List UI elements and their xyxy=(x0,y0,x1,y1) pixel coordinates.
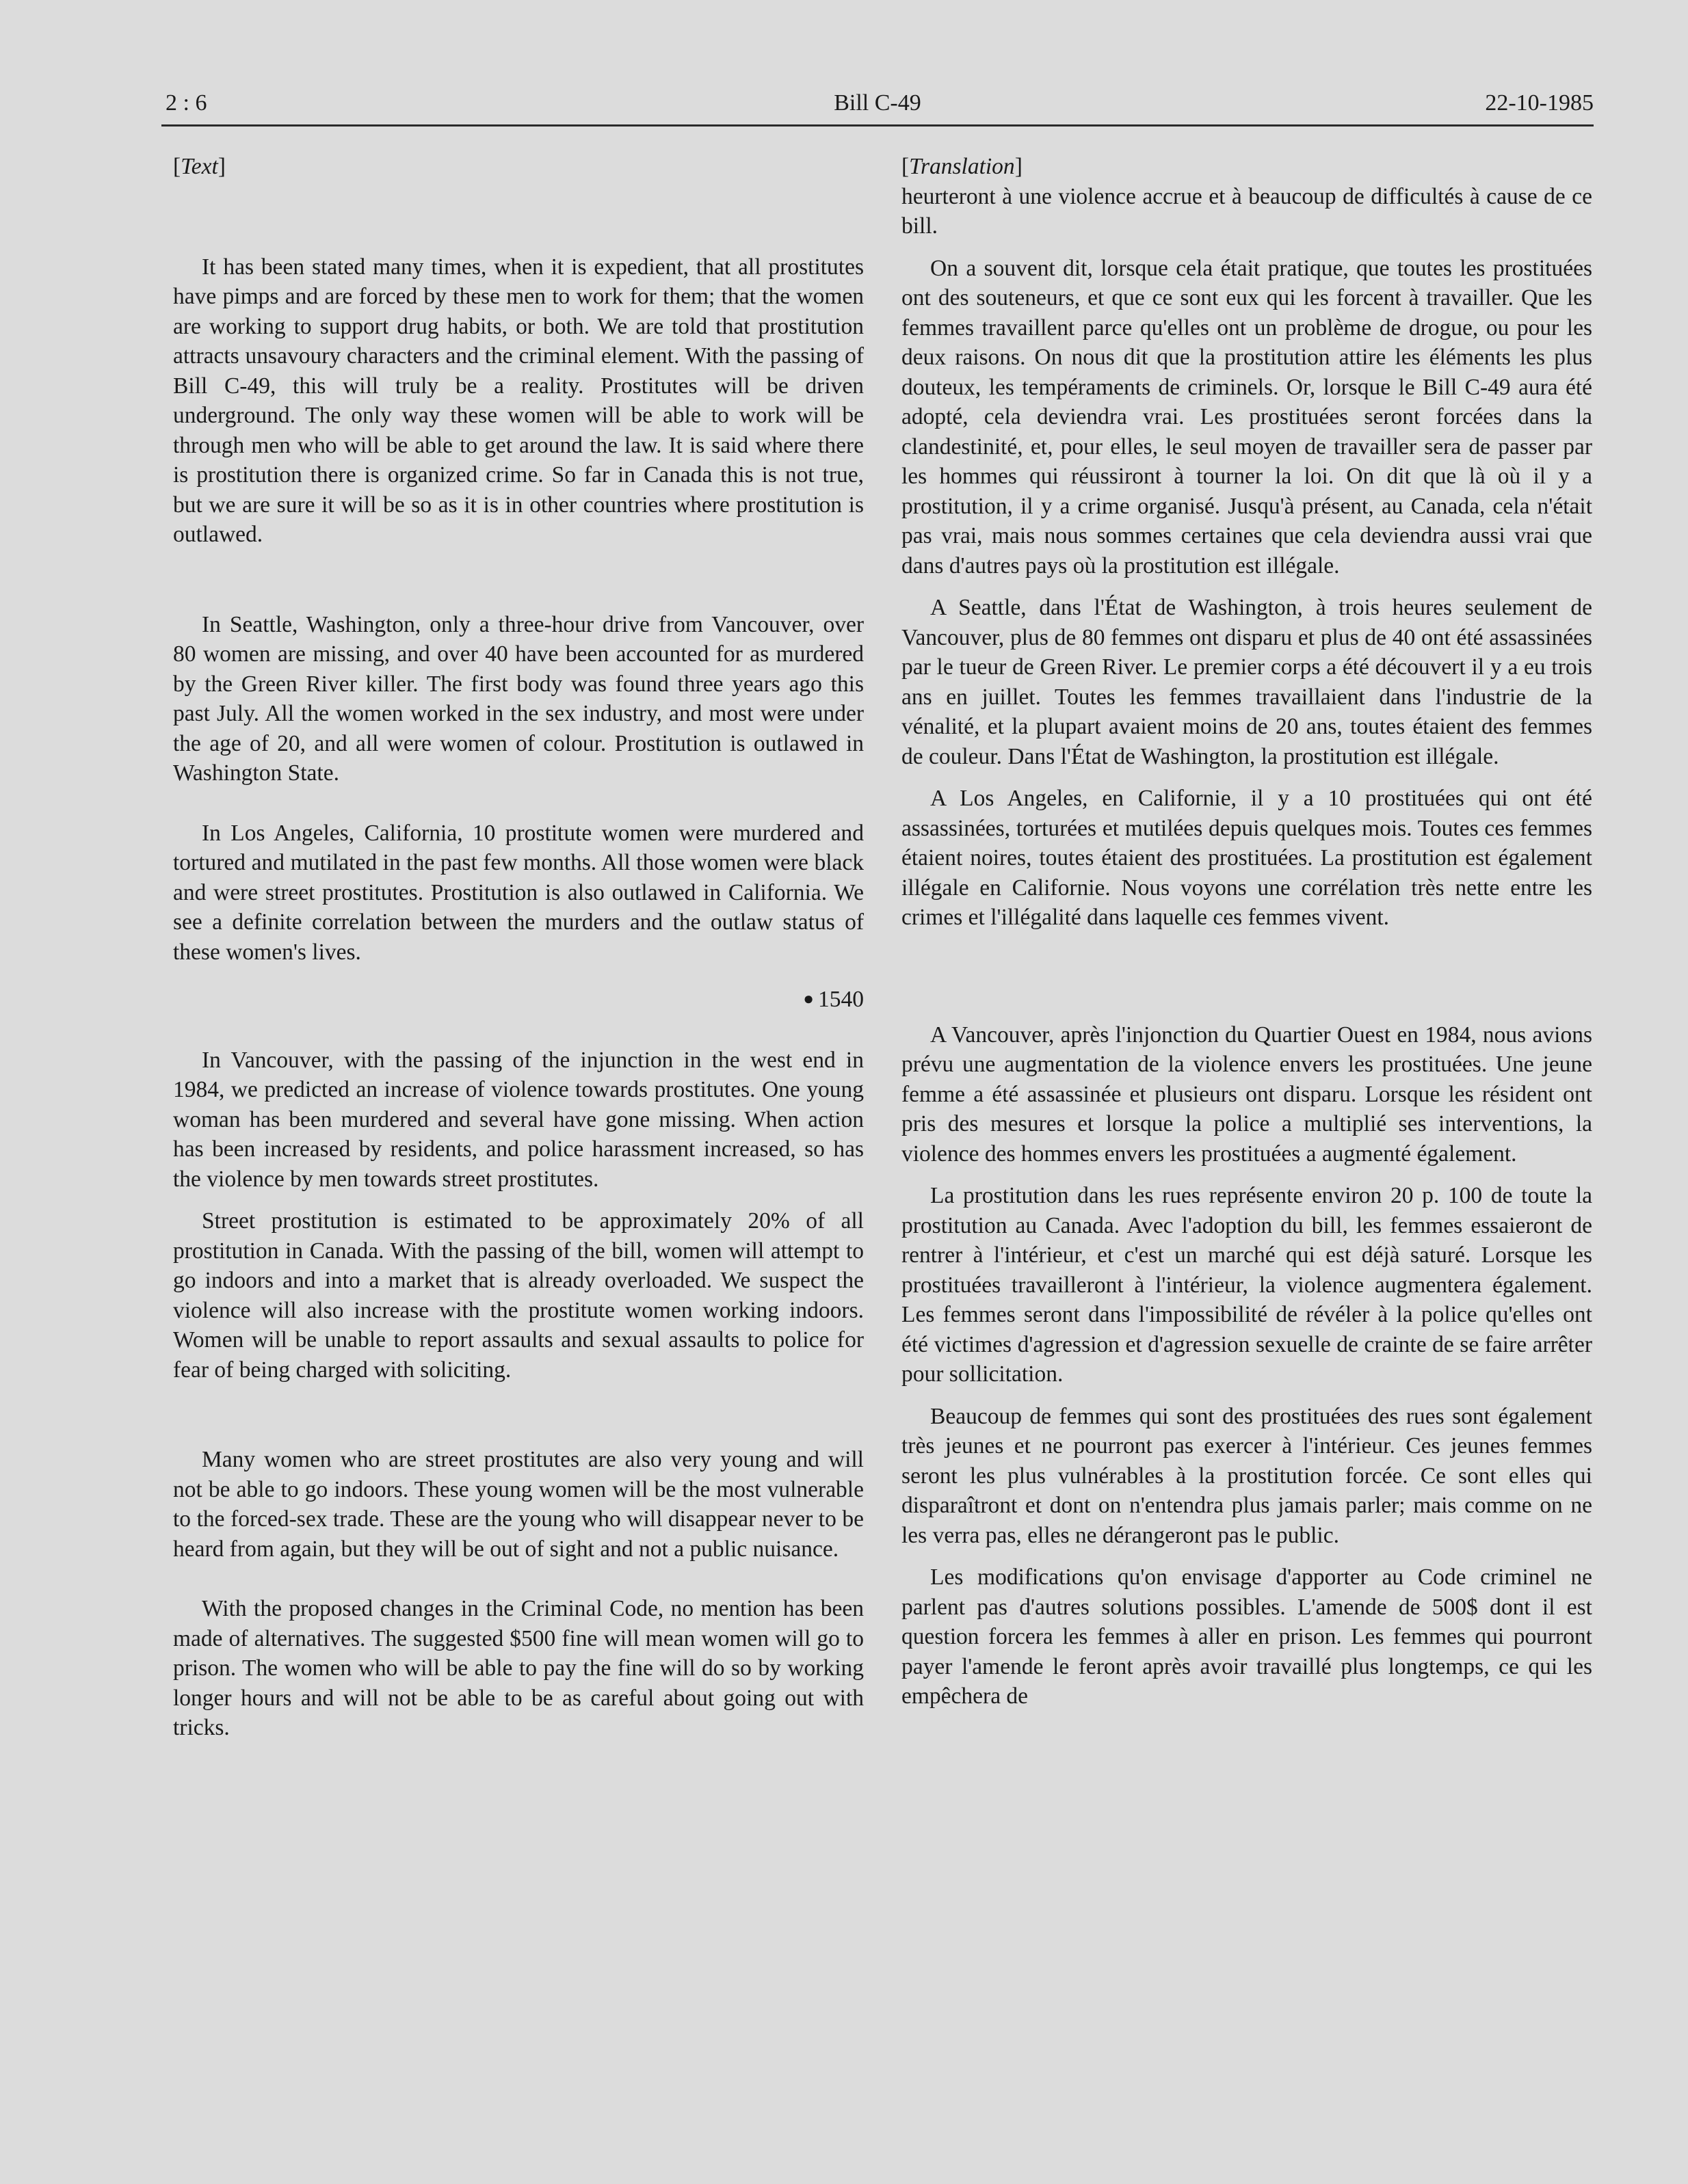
page-header xyxy=(161,82,1594,126)
paragraph-en-3: In Los Angeles, California, 10 prostitute women were murdered and tortured and mutilated in the past few months. All those women were black and were street prostitutes. Prostitution is also outlawed in California. We see a definite correlation between the murders and the outlaw status of these women's lives. xyxy=(173,820,864,965)
bullet-icon: ● xyxy=(803,989,814,1009)
english-column xyxy=(173,152,864,1743)
paragraph-en-1: It has been stated many times, when it is expedient, that all prostitutes have pimps and are forced by these men to work for them; that the women are working to support drug habits, or both. We are told that prostitution attracts unsavoury characters and the criminal element. With the passing of Bill C-49, this will truly be a reality. Prostitutes will be driven underground. The only way these women will be able to work will be through men who will be able to get around the law. It is said where there is prostitution there is organized crime. So far in Canada this is not true, but we are sure it will be so as it is in other countries where prostitution is outlawed. xyxy=(173,254,864,547)
paragraph-en-7: With the proposed changes in the Criminal Code, no mention has been made of alternatives. The suggested $500 fine will mean women will go to prison. The women who will be able to pay the fine will do so by working longer hours and will not be able to be as careful about going out with tricks. xyxy=(173,1596,864,1740)
paragraph-fr-5: A Vancouver, après l'injonction du Quartier Ouest en 1984, nous avions prévu une augmentation de la violence envers les prostituées. Une jeune femme a été assassinée et plusieurs ont disparu. Lorsque les résident ont pris des mesures et lorsque la police a multiplié ses interventions, la violence des hommes envers les prostituées a augmenté également. xyxy=(901,1022,1592,1167)
column-label-text: [Text] xyxy=(173,154,226,179)
paragraph-fr-6: La prostitution dans les rues représente environ 20 p. 100 de toute la prostitution au Canada. Avec l'adoption du bill, les femmes essaieront de rentrer à l'intérieur, et c'est un marché qui est déjà saturé. Lorsque les prostituées travailleront à l'intérieur, la violence augmentera également. Les femmes seront dans l'impossibilité de révéler à la police qu'elles ont été victimes d'agression et d'agression sexuelle de crainte de se faire arrêter pour sollicitation. xyxy=(901,1183,1592,1387)
paragraph-fr-2: On a souvent dit, lorsque cela était pratique, que toutes les prostituées ont des souteneurs, et que ce sont eux qui les forcent à travailler. Que les femmes travaillent parce qu'elles ont un problème de drogue, ou pour les deux raisons. On nous dit que la prostitution attire les éléments les plus douteux, les tempéraments de criminels. Or, lorsque le Bill C-49 aura été adopté, cela deviendra vrai. Les prostituées seront forcées dans la clandestinité, et, pour elles, le seul moyen de travailler sera de passer par les hommes qui réussiront à tourner la loi. On dit que là où il y a prostitution, il y a crime organisé. Jusqu'à présent, au Canada, cela n'était pas vrai, mais nous sommes certaines que cela deviendra aussi vrai que dans d'autres pays où la prostitution est illégale. xyxy=(901,255,1592,578)
paragraph-fr-4: A Los Angeles, en Californie, il y a 10 prostituées qui ont été assassinées, torturées et mutilées depuis quelques mois. Toutes ces femmes étaient noires, toutes étaient des prostituées. La prostitution est également illégale en Californie. Nous voyons une corrélation très nette entre les crimes et l'illégalité dans laquelle ces femmes vivent. xyxy=(901,786,1592,930)
header-date: 22-10-1985 xyxy=(1485,90,1594,116)
paragraph-fr-3: A Seattle, dans l'État de Washington, à trois heures seulement de Vancouver, plus de 80 femmes ont disparu et plus de 40 ont été assassinées par le tueur de Green River. Le premier corps a été découvert il y a eu trois ans en juillet. Toutes les femmes travaillaient dans l'industrie de la vénalité, et la plupart avaient moins de 20 ans, toutes étaient des femmes de couleur. Dans l'État de Washington, la prostitution est illégale. xyxy=(901,595,1592,769)
time-marker: ● 1540 xyxy=(803,987,864,1012)
paragraph-en-2: In Seattle, Washington, only a three-hour drive from Vancouver, over 80 women are missing, and over 40 have been accounted for as murdered by the Green River killer. The first body was found three years ago this past July. All the women worked in the sex industry, and most were under the age of 20, and all were women of colour. Prostitution is outlawed in Washington State. xyxy=(173,611,864,786)
column-label-translation: [Translation] xyxy=(901,154,1023,179)
header-title: Bill C-49 xyxy=(834,90,921,116)
header-page-ref: 2 : 6 xyxy=(166,90,207,116)
paragraph-en-4: In Vancouver, with the passing of the injunction in the west end in 1984, we predicted an increase of violence towards prostitutes. One young woman has been murdered and several have gone missing. When action has been increased by residents, and police harassment increased, so has the violence by men towards street prostitutes. xyxy=(173,1047,864,1192)
paragraph-fr-1: heurteront à une violence accrue et à beaucoup de difficultés à cause de ce bill. xyxy=(901,183,1592,239)
french-column xyxy=(901,152,1592,1712)
paragraph-en-6: Many women who are street prostitutes are also very young and will not be able to go indoors. These young women will be the most vulnerable to the forced-sex trade. These are the young who will disappear never to be heard from again, but they will be out of sight and not a public nuisance. xyxy=(173,1447,864,1562)
paragraph-en-5: Street prostitution is estimated to be approximately 20% of all prostitution in Canada. With the passing of the bill, women will attempt to go indoors and into a market that is already overloaded. We suspect the violence will also increase with the prostitute women working indoors. Women will be unable to report assaults and sexual assaults to police for fear of being charged with soliciting. xyxy=(173,1208,864,1383)
paragraph-fr-7: Beaucoup de femmes qui sont des prostituées des rues sont également très jeunes et ne pourront pas exercer à l'intérieur. Ces jeunes femmes seront les plus vulnérables à la prostitution forcée. Ce sont elles qui disparaîtront et dont on n'entendra plus jamais parler; mais comme on ne les verra pas, elles ne dérangeront pas le public. xyxy=(901,1403,1592,1548)
paragraph-fr-8: Les modifications qu'on envisage d'apporter au Code criminel ne parlent pas d'autres solutions possibles. L'amende de 500$ dont il est question forcera les femmes à aller en prison. Les femmes qui pourront payer l'amende le feront après avoir travaillé plus longtemps, ce qui les empêchera de xyxy=(901,1564,1592,1709)
